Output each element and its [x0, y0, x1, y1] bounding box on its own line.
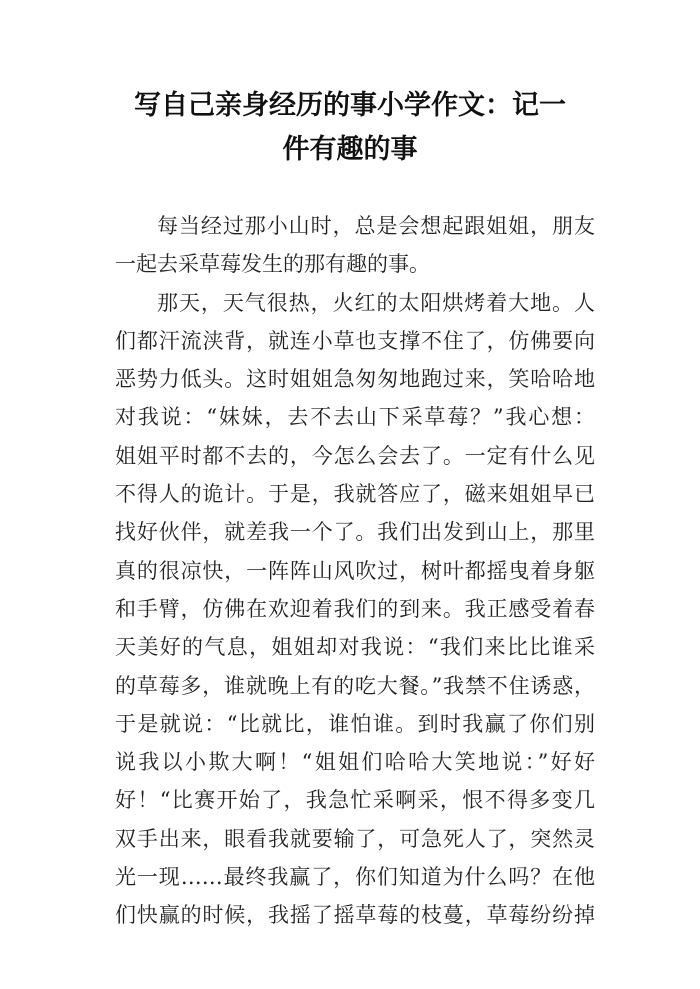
text-line: 于是就说：“比就比，谁怕谁。到时我赢了你们别	[115, 711, 595, 736]
text-line: 姐姐平时都不去的，今怎么会去了。一定有什么见	[115, 443, 595, 468]
text-line: 真的很凉快，一阵阵山风吹过，树叶都摇曳着身躯	[115, 558, 595, 583]
text-line: 和手臂，仿佛在欢迎着我们的到来。我正感受着春	[115, 596, 595, 621]
text-line: 不得人的诡计。于是，我就答应了，磁来姐姐早已	[115, 482, 595, 507]
text-line: 双手出来，眼看我就要输了，可急死人了，突然灵	[115, 826, 595, 851]
text-line: 光一现……最终我赢了，你们知道为什么吗？在他	[115, 865, 595, 890]
text-line: 好！“比赛开始了，我急忙采啊采，恨不得多变几	[115, 788, 595, 813]
text-line: 说我以小欺大啊！“姐姐们哈哈大笑地说：”好好	[115, 750, 595, 775]
title-line: 写自己亲身经历的事小学作文：记一	[134, 90, 566, 121]
text-line: 找好伙伴，就差我一个了。我们出发到山上，那里	[115, 520, 595, 545]
text-line: 每当经过那小山时，总是会想起跟姐姐，朋友	[157, 214, 595, 238]
page-title	[110, 84, 590, 172]
text-line: 恶势力低头。这时姐姐急匆匆地跑过来，笑哈哈地	[115, 367, 595, 392]
text-line: 们快赢的时候，我摇了摇草莓的枝蔓，草莓纷纷掉	[115, 903, 595, 928]
text-line: 那天，天气很热，火红的太阳烘烤着大地。人	[157, 290, 595, 315]
text-line: 对我说：“妹妹，去不去山下采草莓？”我心想：	[115, 405, 595, 430]
text-line: 的草莓多，谁就晚上有的吃大餐。”我禁不住诱惑，	[115, 673, 595, 698]
text-line: 一起去采草莓发生的那有趣的事。	[115, 252, 430, 277]
text-line: 们都汗流浃背，就连小草也支撑不住了，仿佛要向	[115, 328, 595, 353]
article-body	[115, 207, 595, 935]
title-line: 件有趣的事	[282, 134, 418, 165]
text-line: 天美好的气息，姐姐却对我说：“我们来比比谁采	[115, 635, 595, 660]
